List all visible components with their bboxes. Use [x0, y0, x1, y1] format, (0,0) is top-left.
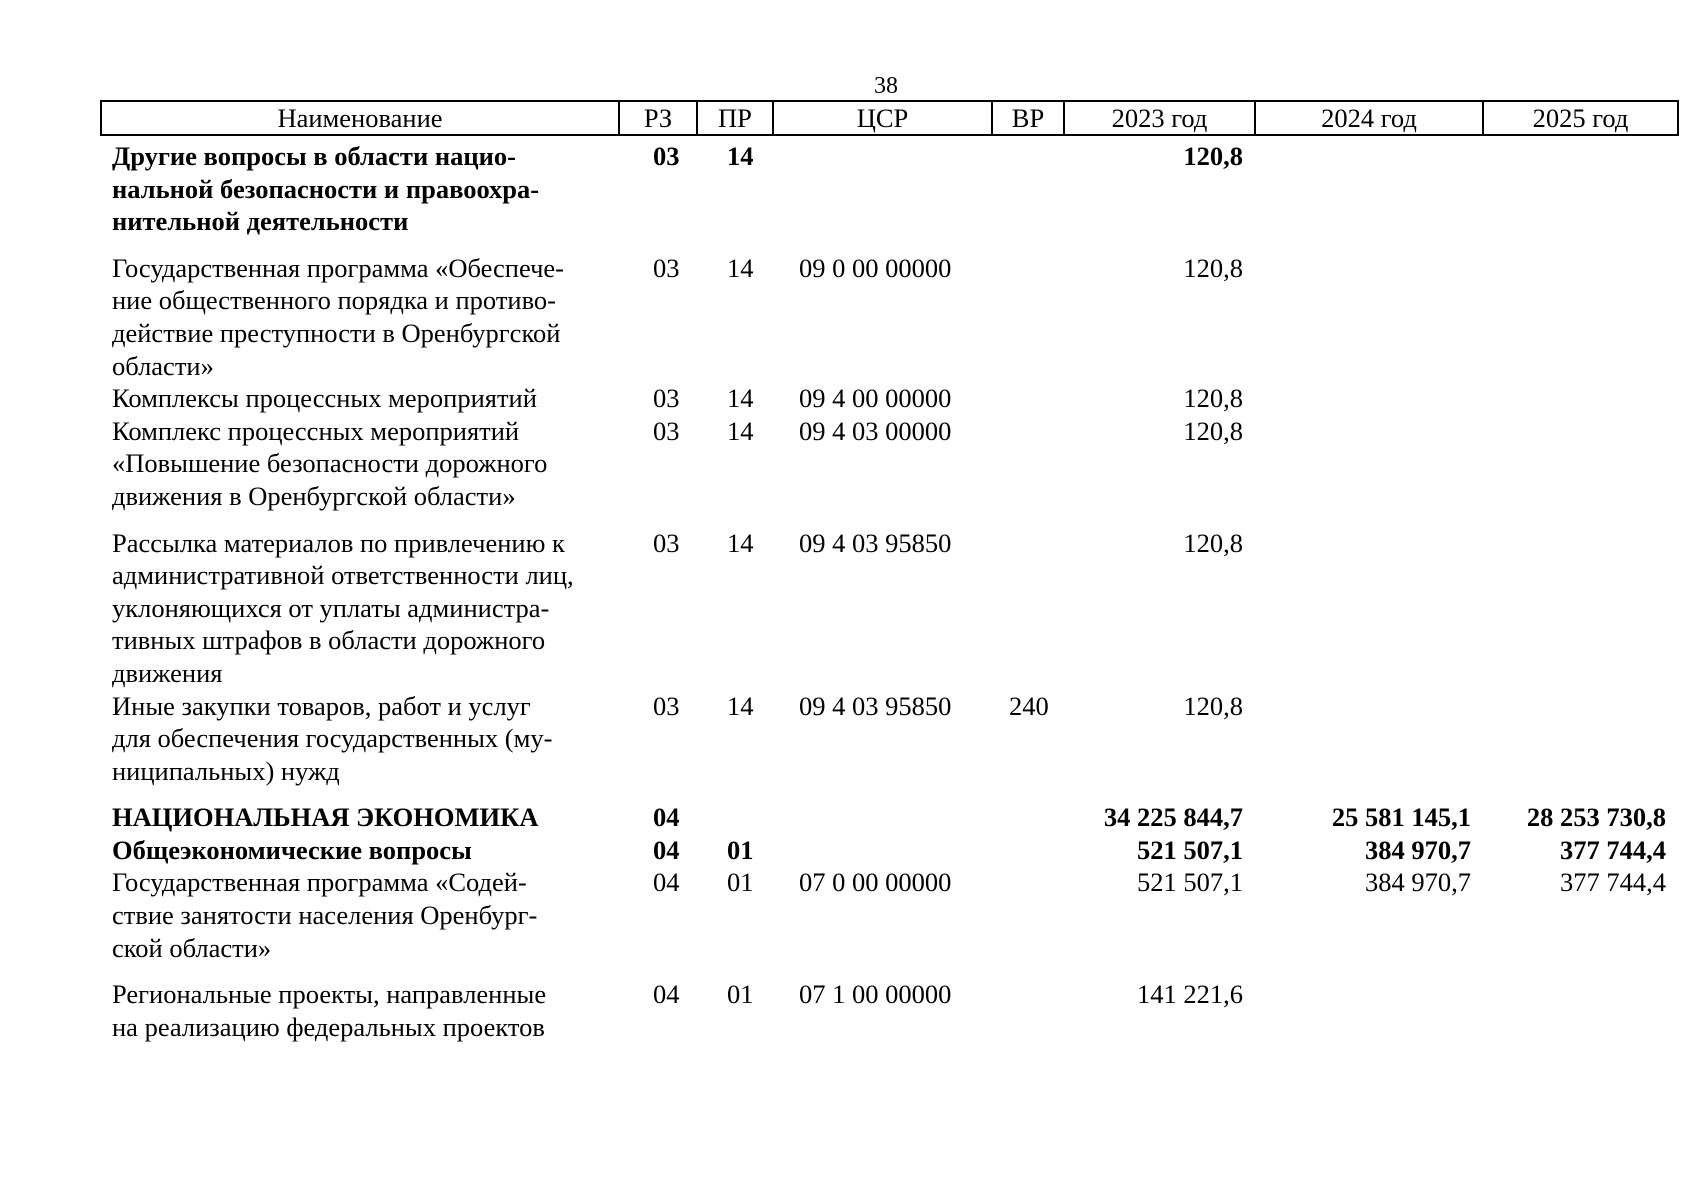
table-body [101, 135, 1678, 1043]
row-2025-value: 377 744,4 [1560, 867, 1666, 898]
table-row [101, 834, 1678, 867]
row-name-line: ствие занятости населения Оренбург- [112, 900, 538, 931]
row-name-line: движения [112, 657, 223, 688]
row-2023-value: 120,8 [1183, 690, 1243, 721]
row-2024-value [1255, 382, 1483, 415]
row-name-line: движения в Оренбургской области» [112, 480, 516, 511]
table-row [101, 252, 1678, 382]
header-rz: РЗ [619, 101, 697, 135]
row-rz: 03 [653, 690, 680, 721]
row-name-line: Региональные проекты, направленные [112, 979, 547, 1010]
row-vr [992, 382, 1064, 415]
row-2025-value [1483, 135, 1678, 252]
table-row [101, 978, 1678, 1043]
row-2024-value [1255, 415, 1483, 527]
row-name-line: «Повышение безопасности дорожного [112, 448, 548, 479]
header-name: Наименование [101, 101, 619, 135]
row-vr [992, 801, 1064, 834]
row-name-line: НАЦИОНАЛЬНАЯ ЭКОНОМИКА [112, 802, 539, 833]
header-2024: 2024 год [1255, 101, 1483, 135]
row-pr: 14 [727, 383, 754, 414]
row-vr [992, 834, 1064, 867]
row-2025-value [1483, 978, 1678, 1043]
row-2025-value: 28 253 730,8 [1526, 802, 1666, 833]
row-name-line: Государственная программа «Обеспече- [112, 252, 565, 283]
row-name [101, 690, 619, 802]
row-pr: 14 [727, 252, 754, 283]
header-2025: 2025 год [1483, 101, 1678, 135]
row-name-line: ской области» [112, 932, 272, 963]
header-2023: 2023 год [1064, 101, 1255, 135]
row-2023-value: 120,8 [1183, 527, 1243, 558]
row-pr: 14 [727, 415, 754, 446]
row-name-line: нительной деятельности [112, 206, 409, 237]
row-csr: 07 0 00 00000 [799, 867, 952, 898]
row-name [101, 834, 619, 867]
row-vr [992, 415, 1064, 527]
row-name-line: для обеспечения государственных (му- [112, 723, 553, 754]
row-name-line: Комплексы процессных мероприятий [112, 383, 537, 414]
table-row [101, 801, 1678, 834]
row-name-line: тивных штрафов в области дорожного [112, 625, 546, 656]
row-2025-value [1483, 382, 1678, 415]
table-row [101, 135, 1678, 252]
row-name [101, 527, 619, 690]
row-csr: 09 4 03 95850 [799, 690, 952, 721]
row-2023-value: 521 507,1 [1137, 834, 1243, 865]
header-csr: ЦСР [773, 101, 992, 135]
row-name [101, 252, 619, 382]
row-rz: 04 [653, 834, 680, 865]
row-2024-value [1255, 135, 1483, 252]
row-pr: 14 [727, 141, 754, 171]
budget-table [100, 100, 1679, 1043]
row-pr: 14 [727, 690, 754, 721]
row-vr [992, 866, 1064, 978]
row-name-line: административной ответственности лиц, [112, 560, 574, 591]
row-name-line: Другие вопросы в области нацио- [112, 141, 516, 171]
row-pr: 01 [727, 979, 754, 1010]
row-pr: 14 [727, 527, 754, 558]
row-name [101, 866, 619, 978]
row-2025-value [1483, 415, 1678, 527]
row-name-line: Государственная программа «Содей- [112, 867, 527, 898]
row-2024-value [1255, 690, 1483, 802]
row-vr: 240 [1009, 690, 1049, 721]
header-row [101, 101, 1678, 135]
row-csr: 09 4 03 00000 [799, 415, 952, 446]
header-vr: ВР [992, 101, 1064, 135]
row-pr: 01 [727, 867, 754, 898]
row-name-line: Комплекс процессных мероприятий [112, 415, 520, 446]
row-2025-value [1483, 690, 1678, 802]
row-2023-value: 120,8 [1183, 415, 1243, 446]
row-name [101, 978, 619, 1043]
header-pr: ПР [697, 101, 773, 135]
page-number: 38 [874, 73, 898, 99]
row-csr: 09 4 00 00000 [799, 383, 952, 414]
row-vr [992, 252, 1064, 382]
row-2023-value: 521 507,1 [1137, 867, 1243, 898]
row-rz: 04 [653, 802, 680, 833]
row-name-line: уклоняющихся от уплаты администра- [112, 592, 550, 623]
row-2023-value: 120,8 [1183, 252, 1243, 283]
row-name-line: действие преступности в Оренбургской [112, 317, 561, 348]
row-name-line: Рассылка материалов по привлечению к [112, 527, 565, 558]
row-2025-value: 377 744,4 [1560, 834, 1666, 865]
row-pr [697, 801, 773, 834]
row-2024-value: 384 970,7 [1365, 867, 1471, 898]
row-csr [773, 834, 992, 867]
row-2024-value [1255, 978, 1483, 1043]
row-vr [992, 527, 1064, 690]
row-name [101, 135, 619, 252]
row-rz: 04 [653, 867, 680, 898]
table-row [101, 527, 1678, 690]
row-vr [992, 135, 1064, 252]
row-name-line: Иные закупки товаров, работ и услуг [112, 690, 531, 721]
table-row [101, 866, 1678, 978]
table-header [101, 101, 1678, 135]
row-rz: 04 [653, 979, 680, 1010]
row-name [101, 415, 619, 527]
row-pr: 01 [727, 834, 754, 865]
row-csr: 07 1 00 00000 [799, 979, 952, 1010]
row-name-line: ниципальных) нужд [112, 755, 340, 786]
row-2023-value: 120,8 [1183, 141, 1243, 171]
row-name-line: на реализацию федеральных проектов [112, 1011, 545, 1042]
row-name [101, 382, 619, 415]
row-csr [773, 135, 992, 252]
row-2024-value [1255, 527, 1483, 690]
row-2024-value [1255, 252, 1483, 382]
row-name-line: Общеэкономические вопросы [112, 834, 472, 865]
row-2023-value: 120,8 [1183, 383, 1243, 414]
row-rz: 03 [653, 383, 680, 414]
row-2024-value: 25 581 145,1 [1331, 802, 1471, 833]
row-name-line: области» [112, 350, 214, 381]
row-2023-value: 34 225 844,7 [1103, 802, 1243, 833]
table-row [101, 382, 1678, 415]
table-row [101, 690, 1678, 802]
row-name-line: ние общественного порядка и противо- [112, 285, 556, 316]
row-2025-value [1483, 252, 1678, 382]
row-rz: 03 [653, 415, 680, 446]
row-name-line: нальной безопасности и правоохра- [112, 173, 540, 204]
row-vr [992, 978, 1064, 1043]
table-row [101, 415, 1678, 527]
row-rz: 03 [653, 252, 680, 283]
row-name [101, 801, 619, 834]
row-2023-value: 141 221,6 [1137, 979, 1243, 1010]
row-2024-value: 384 970,7 [1365, 834, 1471, 865]
row-csr [773, 801, 992, 834]
row-csr: 09 4 03 95850 [799, 527, 952, 558]
row-csr: 09 0 00 00000 [799, 252, 952, 283]
row-rz: 03 [653, 527, 680, 558]
row-rz: 03 [653, 141, 680, 171]
row-2025-value [1483, 527, 1678, 690]
